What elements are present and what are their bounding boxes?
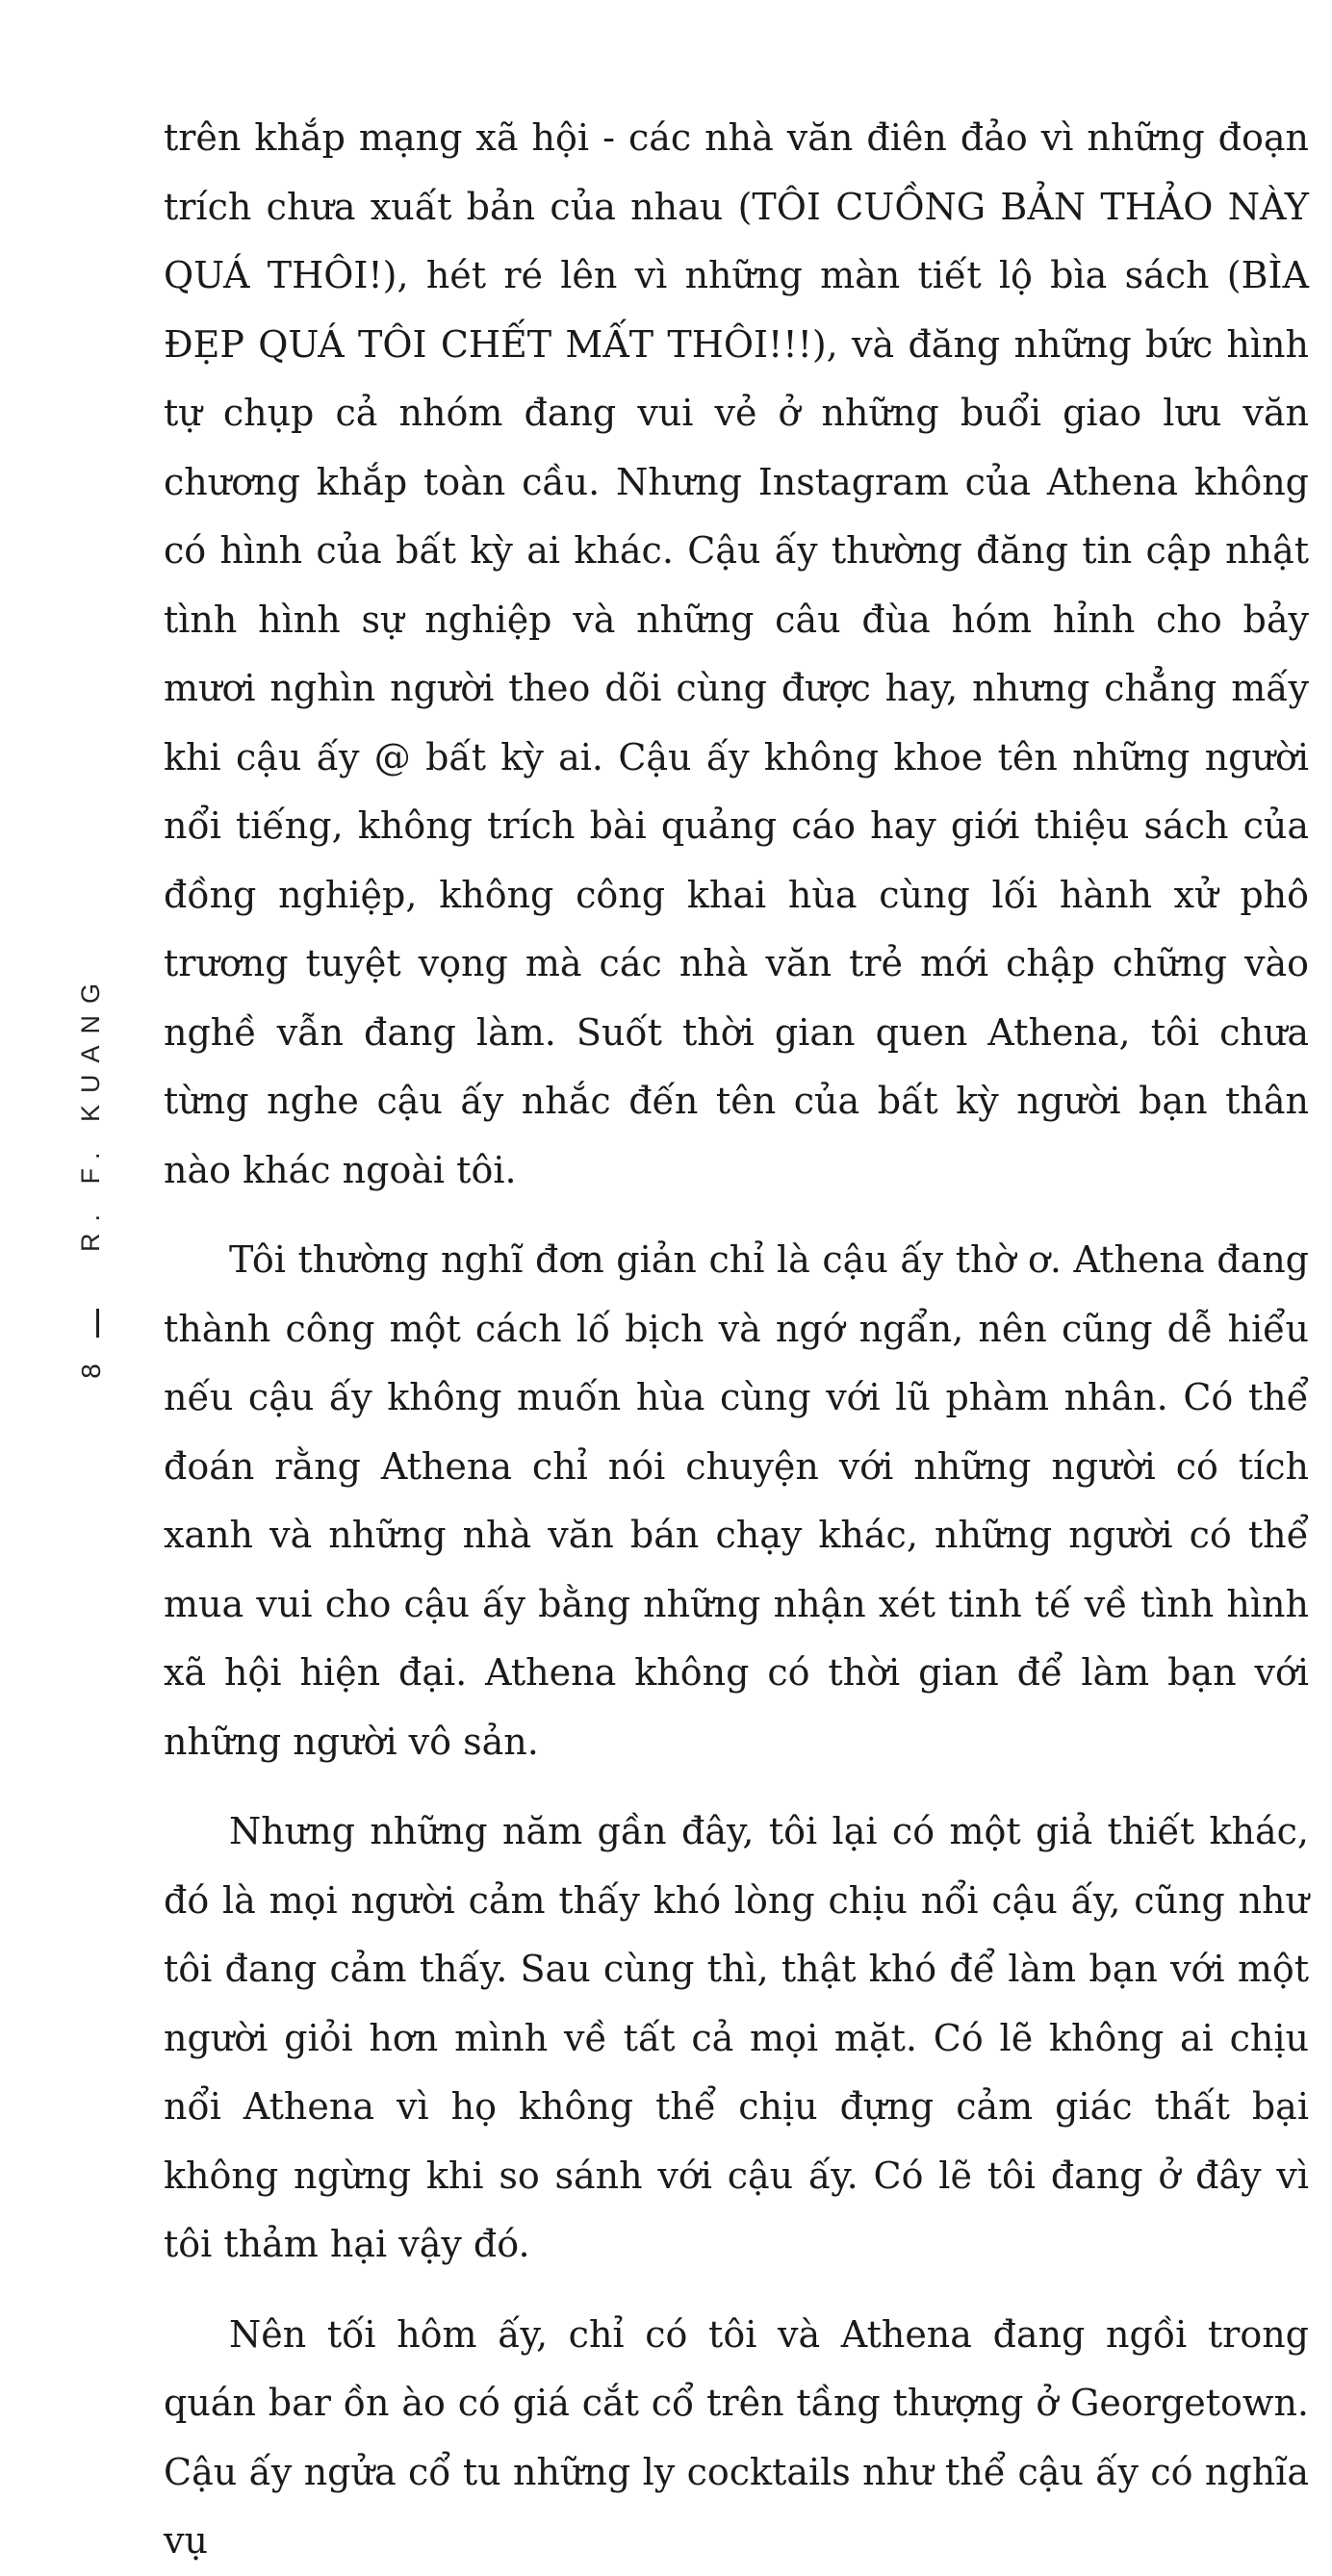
running-head <box>53 962 130 1261</box>
running-head-author: R. F. KUANG <box>76 971 106 1252</box>
paragraph-1: trên khắp mạng xã hội - các nhà văn điên đảo vì những đoạn trích chưa xuất bản của nhau (TÔI CUỒNG BẢN THẢO NÀY QUÁ THÔI!), hét ré lên vì những màn tiết lộ bìa sách (BÌA ĐẸP QUÁ TÔI CHẾT MẤT THÔI!!!), và đăng những bức hình tự chụp cả nhóm đang vui vẻ ở những buổi giao lưu văn chương khắp toàn cầu. Nhưng Instagram của Athena không có hình của bất kỳ ai khác. Cậu ấy thường đăng tin cập nhật tình hình sự nghiệp và những câu đùa hóm hỉnh cho bảy mươi nghìn người theo dõi cùng được hay, nhưng chẳng mấy khi cậu ấy @ bất kỳ ai. Cậu ấy không khoe tên những người nổi tiếng, không trích bài quảng cáo hay giới thiệu sách của đồng nghiệp, không công khai hùa cùng lối hành xử phô trương tuyệt vọng mà các nhà văn trẻ mới chập chững vào nghề vẫn đang làm. Suốt thời gian quen Athena, tôi chưa từng nghe cậu ấy nhắc đến tên của bất kỳ người bạn thân nào khác ngoài tôi. <box>164 116 1309 1191</box>
body-text <box>164 104 1309 2576</box>
folio-divider <box>96 1309 99 1338</box>
page-number-label: 8 <box>75 1364 106 1379</box>
paragraph-3: Nhưng những năm gần đây, tôi lại có một giả thiết khác, đó là mọi người cảm thấy khó lòng chịu nổi cậu ấy, cũng như tôi đang cảm thấy. Sau cùng thì, thật khó để làm bạn với một người giỏi hơn mình về tất cả mọi mặt. Có lẽ không ai chịu nổi Athena vì họ không thể chịu đựng cảm giác thất bại không ngừng khi so sánh với cậu ấy. Có lẽ tôi đang ở đây vì tôi thảm hại vậy đó. <box>164 1810 1309 2265</box>
page-number <box>53 1342 130 1400</box>
paragraph-4: Nên tối hôm ấy, chỉ có tôi và Athena đang ngồi trong quán bar ồn ào có giá cắt cổ trên tầng thượng ở Georgetown. Cậu ấy ngửa cổ tu những ly cocktails như thể cậu ấy có nghĩa vụ <box>164 2312 1309 2562</box>
paragraph-2: Tôi thường nghĩ đơn giản chỉ là cậu ấy thờ ơ. Athena đang thành công một cách lố bịch và ngớ ngẩn, nên cũng dễ hiểu nếu cậu ấy không muốn hùa cùng với lũ phàm nhân. Có thể đoán rằng Athena chỉ nói chuyện với những người có tích xanh và những nhà văn bán chạy khác, những người có thể mua vui cho cậu ấy bằng những nhận xét tinh tế về tình hình xã hội hiện đại. Athena không có thời gian để làm bạn với những người vô sản. <box>164 1238 1309 1763</box>
page-margin-strip <box>53 962 130 1443</box>
